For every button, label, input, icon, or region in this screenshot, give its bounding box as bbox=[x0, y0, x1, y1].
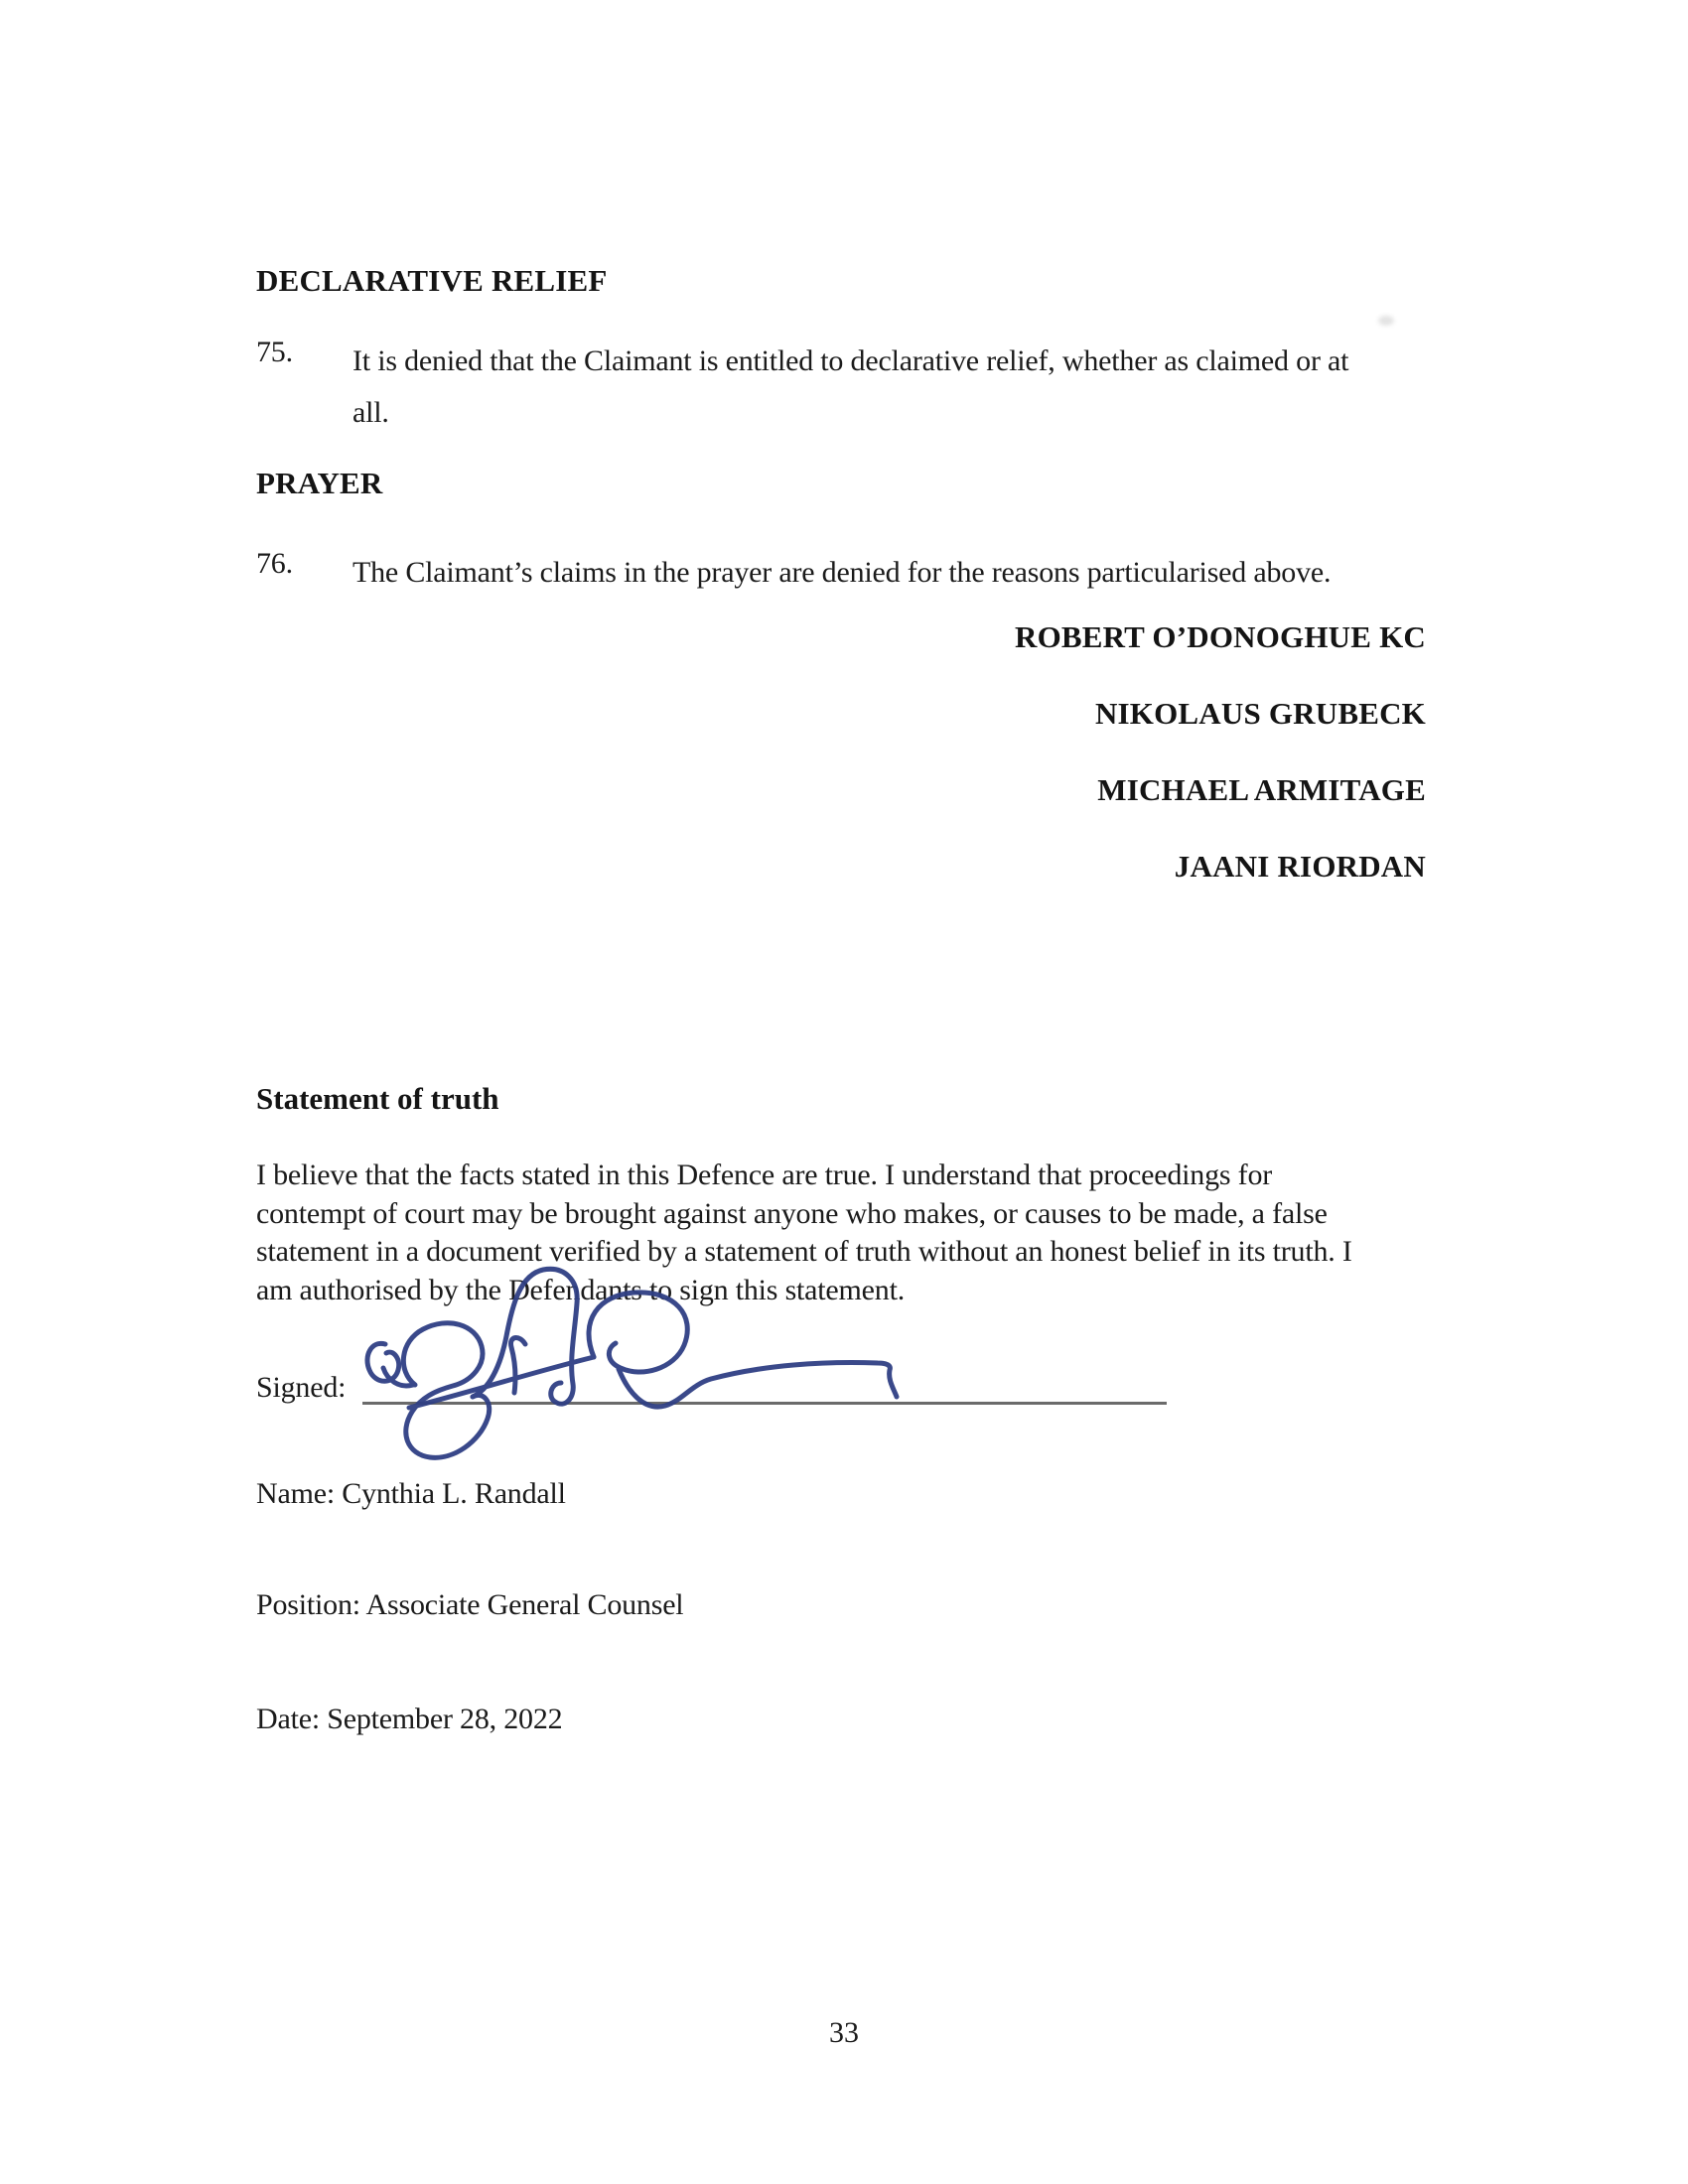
statement-of-truth-heading: Statement of truth bbox=[256, 1081, 499, 1116]
section-heading-prayer: PRAYER bbox=[256, 466, 383, 500]
paragraph-75-line-1: It is denied that the Claimant is entitled to declarative relief, whether as claimed or at bbox=[352, 344, 1349, 377]
paragraph-76-number: 76. bbox=[256, 547, 293, 580]
section-heading-declarative-relief: DECLARATIVE RELIEF bbox=[256, 263, 608, 298]
page-number: 33 bbox=[829, 2016, 859, 2049]
statement-line-1: I believe that the facts stated in this Defence are true. I understand that proceedings for bbox=[256, 1159, 1273, 1191]
statement-line-3: statement in a document verified by a statement of truth without an honest belief in its truth. I bbox=[256, 1235, 1352, 1268]
scan-artifact bbox=[1378, 316, 1394, 326]
counsel-name-4: JAANI RIORDAN bbox=[1174, 849, 1426, 884]
signatory-name-line: Name: Cynthia L. Randall bbox=[256, 1477, 566, 1510]
statement-line-2: contempt of court may be brought against anyone who makes, or causes to be made, a false bbox=[256, 1196, 1328, 1230]
paragraph-76-text: The Claimant’s claims in the prayer are denied for the reasons particularised above. bbox=[352, 556, 1332, 589]
paragraph-75 bbox=[256, 336, 1448, 439]
counsel-name-3: MICHAEL ARMITAGE bbox=[1097, 772, 1426, 807]
signed-label: Signed: bbox=[256, 1371, 347, 1404]
signatory-position-line: Position: Associate General Counsel bbox=[256, 1588, 684, 1621]
statement-line-4: am authorised by the Defendants to sign this statement. bbox=[256, 1273, 906, 1306]
signature-stroke-stem bbox=[510, 1338, 525, 1393]
paragraph-75-number: 75. bbox=[256, 336, 293, 368]
signature-date-line: Date: September 28, 2022 bbox=[256, 1703, 563, 1735]
paragraph-75-line-2: all. bbox=[352, 396, 389, 429]
signature-stroke-right-oval bbox=[589, 1293, 687, 1372]
signature-ink bbox=[328, 1259, 923, 1472]
counsel-name-1: ROBERT O’DONOGHUE KC bbox=[1015, 619, 1426, 654]
paragraph-76 bbox=[256, 547, 1448, 599]
counsel-name-2: NIKOLAUS GRUBECK bbox=[1094, 696, 1426, 731]
